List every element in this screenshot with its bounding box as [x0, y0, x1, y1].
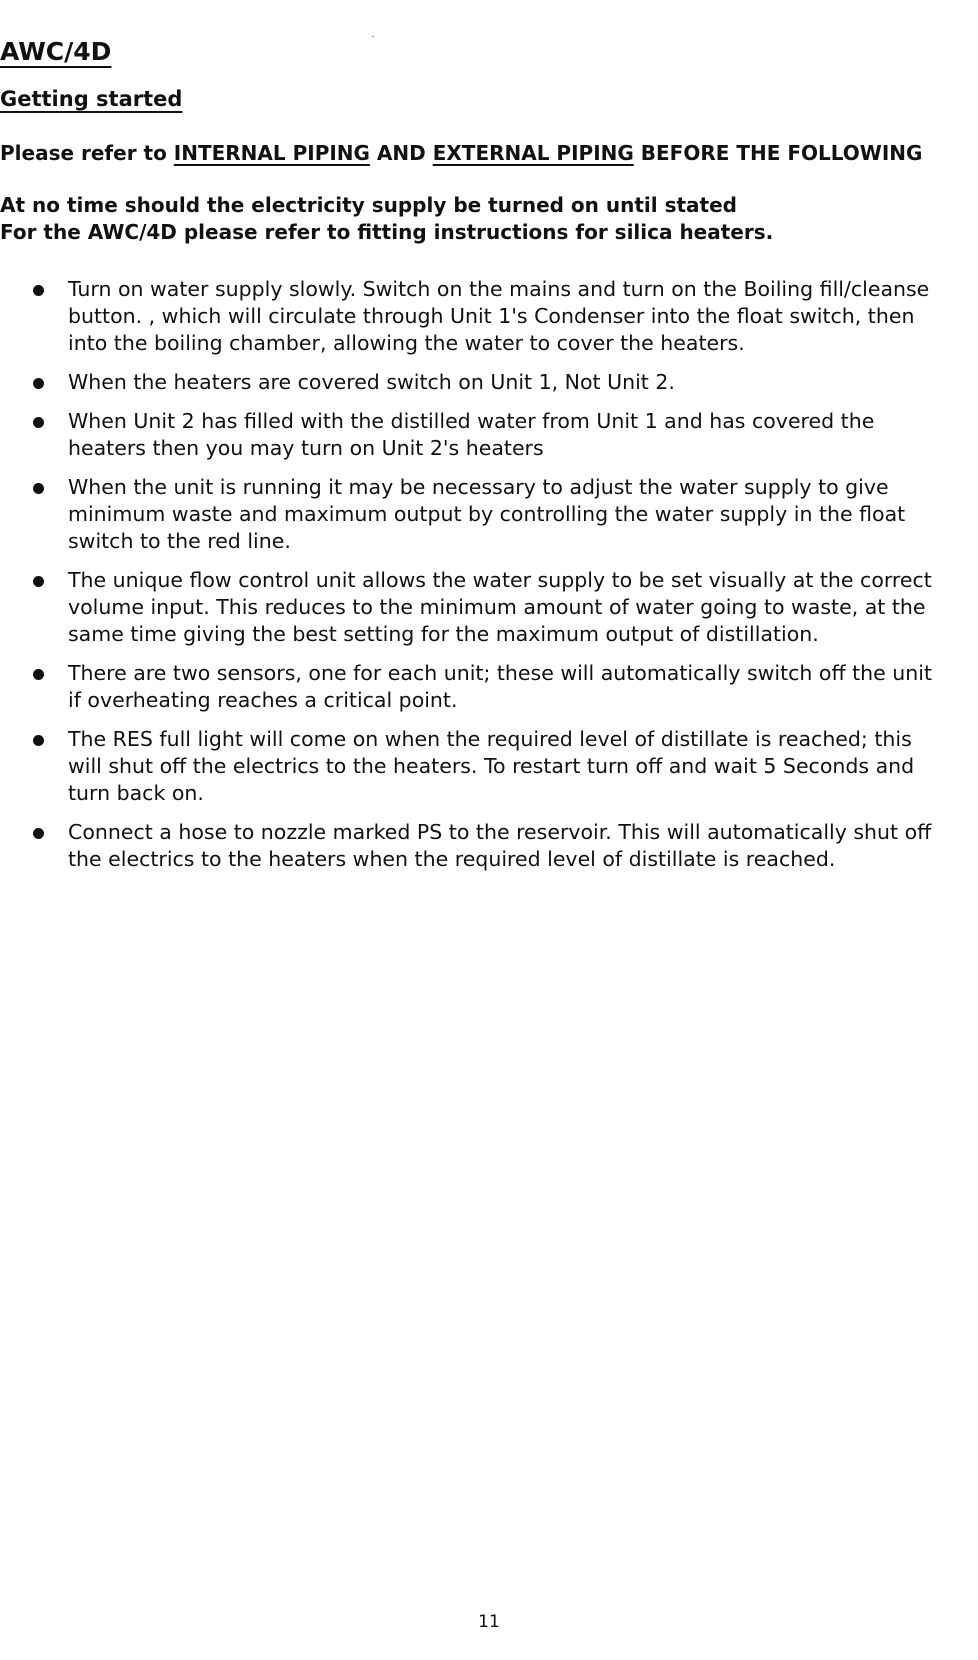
list-item-text: Turn on water supply slowly. Switch on the mains and turn on the Boiling fill/cleanse button. , which will circulate through Unit 1's Condenser into the float switch, then into the boiling chamber, allowing the water to cover the heaters.	[68, 277, 930, 355]
bullet-icon	[33, 417, 44, 428]
bullet-icon	[33, 735, 44, 746]
refer-suffix: BEFORE THE FOLLOWING	[633, 141, 923, 165]
list-item	[0, 819, 978, 873]
warning-line-1: At no time should the electricity supply be turned on until stated	[0, 193, 737, 217]
safety-warning	[0, 192, 773, 246]
refer-prefix: Please refer to	[0, 141, 174, 165]
section-heading: Getting started	[0, 87, 183, 111]
list-item-text: When the heaters are covered switch on Unit 1, Not Unit 2.	[68, 370, 675, 394]
list-item	[0, 567, 978, 648]
refer-middle: AND	[369, 141, 433, 165]
list-item	[0, 276, 978, 357]
refer-instruction	[0, 140, 922, 166]
list-item-text: There are two sensors, one for each unit; these will automatically switch off the unit if overheating reaches a critical point.	[68, 661, 932, 712]
external-piping-reference: EXTERNAL PIPING	[432, 141, 634, 165]
page-number: 11	[478, 1612, 500, 1632]
list-item	[0, 408, 978, 462]
list-item-text: The unique flow control unit allows the water supply to be set visually at the correct volume input. This reduces to the minimum amount of water going to waste, at the same time giving the best setting for the maximum output of distillation.	[68, 568, 932, 646]
scan-speck	[372, 36, 374, 37]
list-item-text: When the unit is running it may be necessary to adjust the water supply to give minimum waste and maximum output by controlling the water supply in the float switch to the red line.	[68, 475, 906, 553]
document-title: AWC/4D	[0, 37, 112, 66]
bullet-icon	[33, 483, 44, 494]
list-item	[0, 660, 978, 714]
list-item-text: Connect a hose to nozzle marked PS to the reservoir. This will automatically shut off the electrics to the heaters when the required level of distillate is reached.	[68, 820, 932, 871]
bullet-icon	[33, 378, 44, 389]
list-item	[0, 369, 978, 396]
internal-piping-reference: INTERNAL PIPING	[173, 141, 370, 165]
warning-line-2: For the AWC/4D please refer to fitting instructions for silica heaters.	[0, 220, 774, 244]
bullet-icon	[33, 669, 44, 680]
list-item-text: The RES full light will come on when the required level of distillate is reached; this will shut off the electrics to the heaters. To restart turn off and wait 5 Seconds and turn back on.	[68, 727, 915, 805]
list-item-text: When Unit 2 has filled with the distilled water from Unit 1 and has covered the heaters then you may turn on Unit 2's heaters	[68, 409, 875, 460]
bullet-icon	[33, 285, 44, 296]
list-item	[0, 474, 978, 555]
bullet-icon	[33, 576, 44, 587]
instruction-list	[0, 276, 978, 885]
bullet-icon	[33, 828, 44, 839]
list-item	[0, 726, 978, 807]
